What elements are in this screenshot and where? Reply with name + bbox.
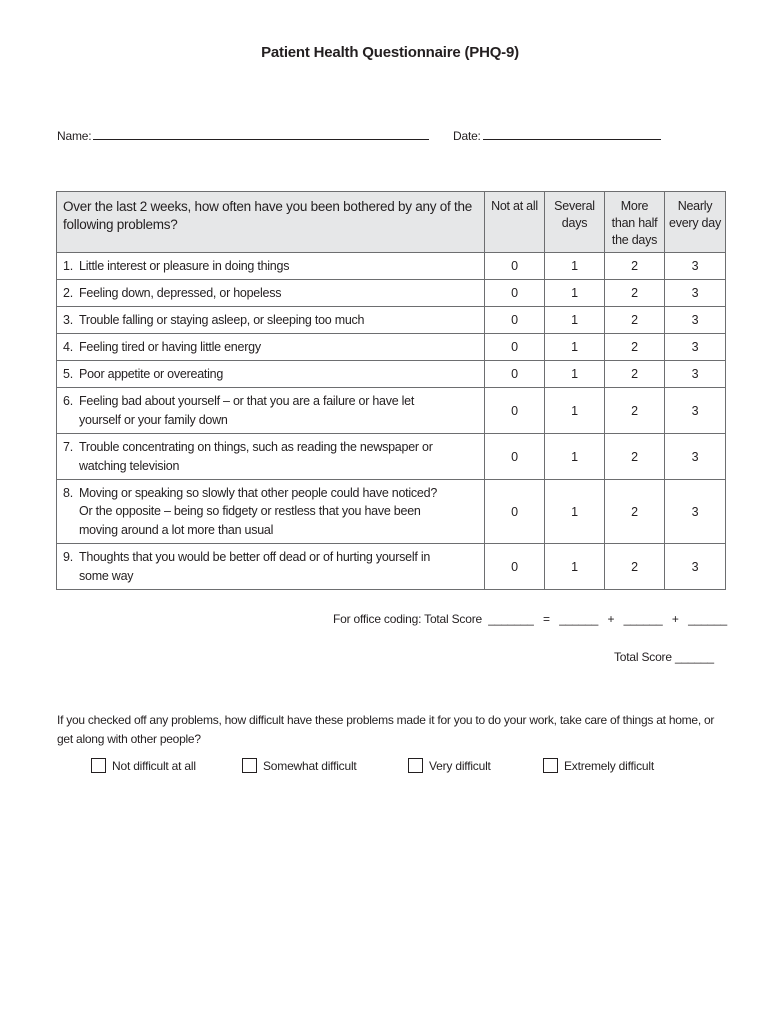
score-option[interactable]: 3 — [665, 544, 726, 590]
score-option[interactable]: 1 — [545, 280, 605, 307]
score-option[interactable]: 2 — [605, 480, 665, 544]
score-option[interactable]: 0 — [485, 434, 545, 480]
score-option[interactable]: 0 — [485, 253, 545, 280]
score-option[interactable]: 3 — [665, 253, 726, 280]
table-row — [57, 388, 726, 434]
table-row — [57, 434, 726, 480]
question-number: 9. — [63, 550, 73, 564]
name-label: Name: — [57, 129, 92, 143]
question-content — [63, 338, 478, 357]
score-option[interactable]: 3 — [665, 434, 726, 480]
option-header-nearly-every-day — [665, 192, 726, 253]
question-text-line: Feeling down, depressed, or hopeless — [79, 285, 282, 300]
score-option[interactable]: 0 — [485, 480, 545, 544]
question-cell — [57, 434, 485, 480]
question-text-line: some way — [79, 568, 134, 583]
question-number: 7. — [63, 440, 73, 454]
score-option[interactable]: 2 — [605, 280, 665, 307]
checkbox[interactable] — [91, 758, 106, 773]
question-text-line: Little interest or pleasure in doing things — [79, 258, 290, 273]
score-option[interactable]: 0 — [485, 544, 545, 590]
option-header-line: the days — [611, 233, 658, 247]
question-cell — [57, 280, 485, 307]
total-score-blank[interactable]: ______ — [674, 650, 714, 664]
table-header-row — [57, 192, 726, 253]
question-text — [79, 392, 478, 429]
table-row — [57, 253, 726, 280]
score-option[interactable]: 2 — [605, 307, 665, 334]
question-number: 6. — [63, 394, 73, 408]
option-header-line: days — [561, 216, 588, 230]
question-text-line: Or the opposite – being so fidgety or restless that you have been — [79, 504, 421, 519]
date-input-line[interactable] — [483, 127, 661, 140]
phq9-table — [56, 191, 726, 590]
question-number: 5. — [63, 366, 73, 381]
office-coding — [333, 612, 727, 626]
question-text-line: Poor appetite or overeating — [79, 366, 224, 381]
option-header-line: More — [620, 199, 649, 213]
score-option[interactable]: 1 — [545, 334, 605, 361]
score-option[interactable]: 1 — [545, 361, 605, 388]
question-cell — [57, 307, 485, 334]
question-number: 2. — [63, 285, 73, 300]
score-option[interactable]: 0 — [485, 361, 545, 388]
score-option[interactable]: 0 — [485, 334, 545, 361]
question-cell — [57, 388, 485, 434]
question-text-line: Feeling tired or having little energy — [79, 339, 261, 354]
option-header-more-than-half — [605, 192, 665, 253]
question-text-line: Trouble concentrating on things, such as reading the newspaper or — [79, 440, 433, 454]
checkbox[interactable] — [408, 758, 423, 773]
question-header: Over the last 2 weeks, how often have you been bothered by any of the following problems? — [57, 192, 485, 253]
score-option[interactable]: 1 — [545, 544, 605, 590]
question-cell — [57, 334, 485, 361]
question-text — [79, 365, 478, 384]
score-option[interactable]: 0 — [485, 280, 545, 307]
score-option[interactable]: 1 — [545, 434, 605, 480]
question-content — [63, 311, 478, 330]
score-option[interactable]: 2 — [605, 253, 665, 280]
name-field[interactable] — [57, 127, 429, 143]
table-row — [57, 361, 726, 388]
question-content — [63, 548, 478, 585]
question-text — [79, 548, 478, 585]
score-option[interactable]: 2 — [605, 334, 665, 361]
date-label: Date: — [453, 129, 481, 143]
option-header-several-days — [545, 192, 605, 253]
question-content — [63, 257, 478, 276]
score-option[interactable]: 1 — [545, 388, 605, 434]
option-header-line: Nearly — [677, 199, 713, 213]
score-option[interactable]: 0 — [485, 388, 545, 434]
checkbox-label: Extremely difficult — [564, 758, 655, 773]
difficulty-option-somewhat[interactable] — [242, 758, 357, 773]
question-number: 1. — [63, 258, 73, 273]
difficulty-question: If you checked off any problems, how difficult have these problems made it for you to do your work, take care of things at home, or get along with other people? — [57, 713, 715, 746]
question-text-line: Trouble falling or staying asleep, or sleeping too much — [79, 312, 365, 327]
question-text — [79, 484, 478, 540]
difficulty-option-not-difficult[interactable] — [91, 758, 196, 773]
difficulty-option-very[interactable] — [408, 758, 491, 773]
question-content — [63, 484, 478, 540]
question-cell — [57, 480, 485, 544]
score-option[interactable]: 3 — [665, 307, 726, 334]
question-text-line: watching television — [79, 458, 180, 473]
question-text-line: Moving or speaking so slowly that other people could have noticed? — [79, 485, 438, 500]
date-field[interactable] — [453, 127, 661, 143]
question-text-line: Thoughts that you would be better off dead or of hurting yourself in — [79, 550, 431, 564]
score-option[interactable]: 2 — [605, 361, 665, 388]
score-option[interactable]: 2 — [605, 434, 665, 480]
score-option[interactable]: 1 — [545, 307, 605, 334]
table-row — [57, 480, 726, 544]
score-option[interactable]: 3 — [665, 280, 726, 307]
total-score — [614, 650, 714, 664]
difficulty-options — [0, 758, 770, 778]
question-cell — [57, 544, 485, 590]
question-number: 8. — [63, 485, 73, 500]
score-option[interactable]: 0 — [485, 307, 545, 334]
option-header-not-at-all — [485, 192, 545, 253]
option-header-line: Not at all — [491, 199, 538, 213]
question-text-line: moving around a lot more than usual — [79, 522, 274, 537]
table-row — [57, 544, 726, 590]
score-option[interactable]: 3 — [665, 334, 726, 361]
option-header-line: than half — [611, 216, 658, 230]
score-option[interactable]: 1 — [545, 480, 605, 544]
table-row — [57, 280, 726, 307]
total-score-label: Total Score — [614, 650, 672, 664]
score-option[interactable]: 3 — [665, 480, 726, 544]
question-cell — [57, 361, 485, 388]
office-coding-formula[interactable]: _______ = ______ + ______ + ______ — [488, 612, 727, 626]
difficulty-option-extremely[interactable] — [543, 758, 654, 773]
table-row — [57, 307, 726, 334]
question-cell — [57, 253, 485, 280]
option-header-line: every day — [669, 216, 721, 230]
question-text — [79, 311, 478, 330]
question-number: 3. — [63, 312, 73, 327]
score-option[interactable]: 2 — [605, 388, 665, 434]
question-content — [63, 365, 478, 384]
question-text — [79, 284, 478, 303]
checkbox-label: Very difficult — [429, 758, 491, 773]
option-header-line: Several — [554, 199, 595, 213]
question-text — [79, 257, 478, 276]
checkbox[interactable] — [543, 758, 558, 773]
question-content — [63, 392, 478, 429]
checkbox-label: Not difficult at all — [112, 758, 196, 773]
table-row — [57, 334, 726, 361]
question-text — [79, 338, 478, 357]
checkbox-label: Somewhat difficult — [263, 758, 357, 773]
score-option[interactable]: 1 — [545, 253, 605, 280]
question-number: 4. — [63, 339, 73, 354]
checkbox[interactable] — [242, 758, 257, 773]
score-option[interactable]: 3 — [665, 361, 726, 388]
score-option[interactable]: 2 — [605, 544, 665, 590]
question-content — [63, 438, 478, 475]
question-text-line: Feeling bad about yourself – or that you are a failure or have let — [79, 394, 415, 408]
office-coding-label: For office coding: Total Score — [333, 612, 482, 626]
question-content — [63, 284, 478, 303]
question-text — [79, 438, 478, 475]
score-option[interactable]: 3 — [665, 388, 726, 434]
name-input-line[interactable] — [93, 127, 429, 140]
page-title: Patient Health Questionnaire (PHQ-9) — [261, 44, 519, 61]
question-text-line: yourself or your family down — [79, 412, 228, 427]
